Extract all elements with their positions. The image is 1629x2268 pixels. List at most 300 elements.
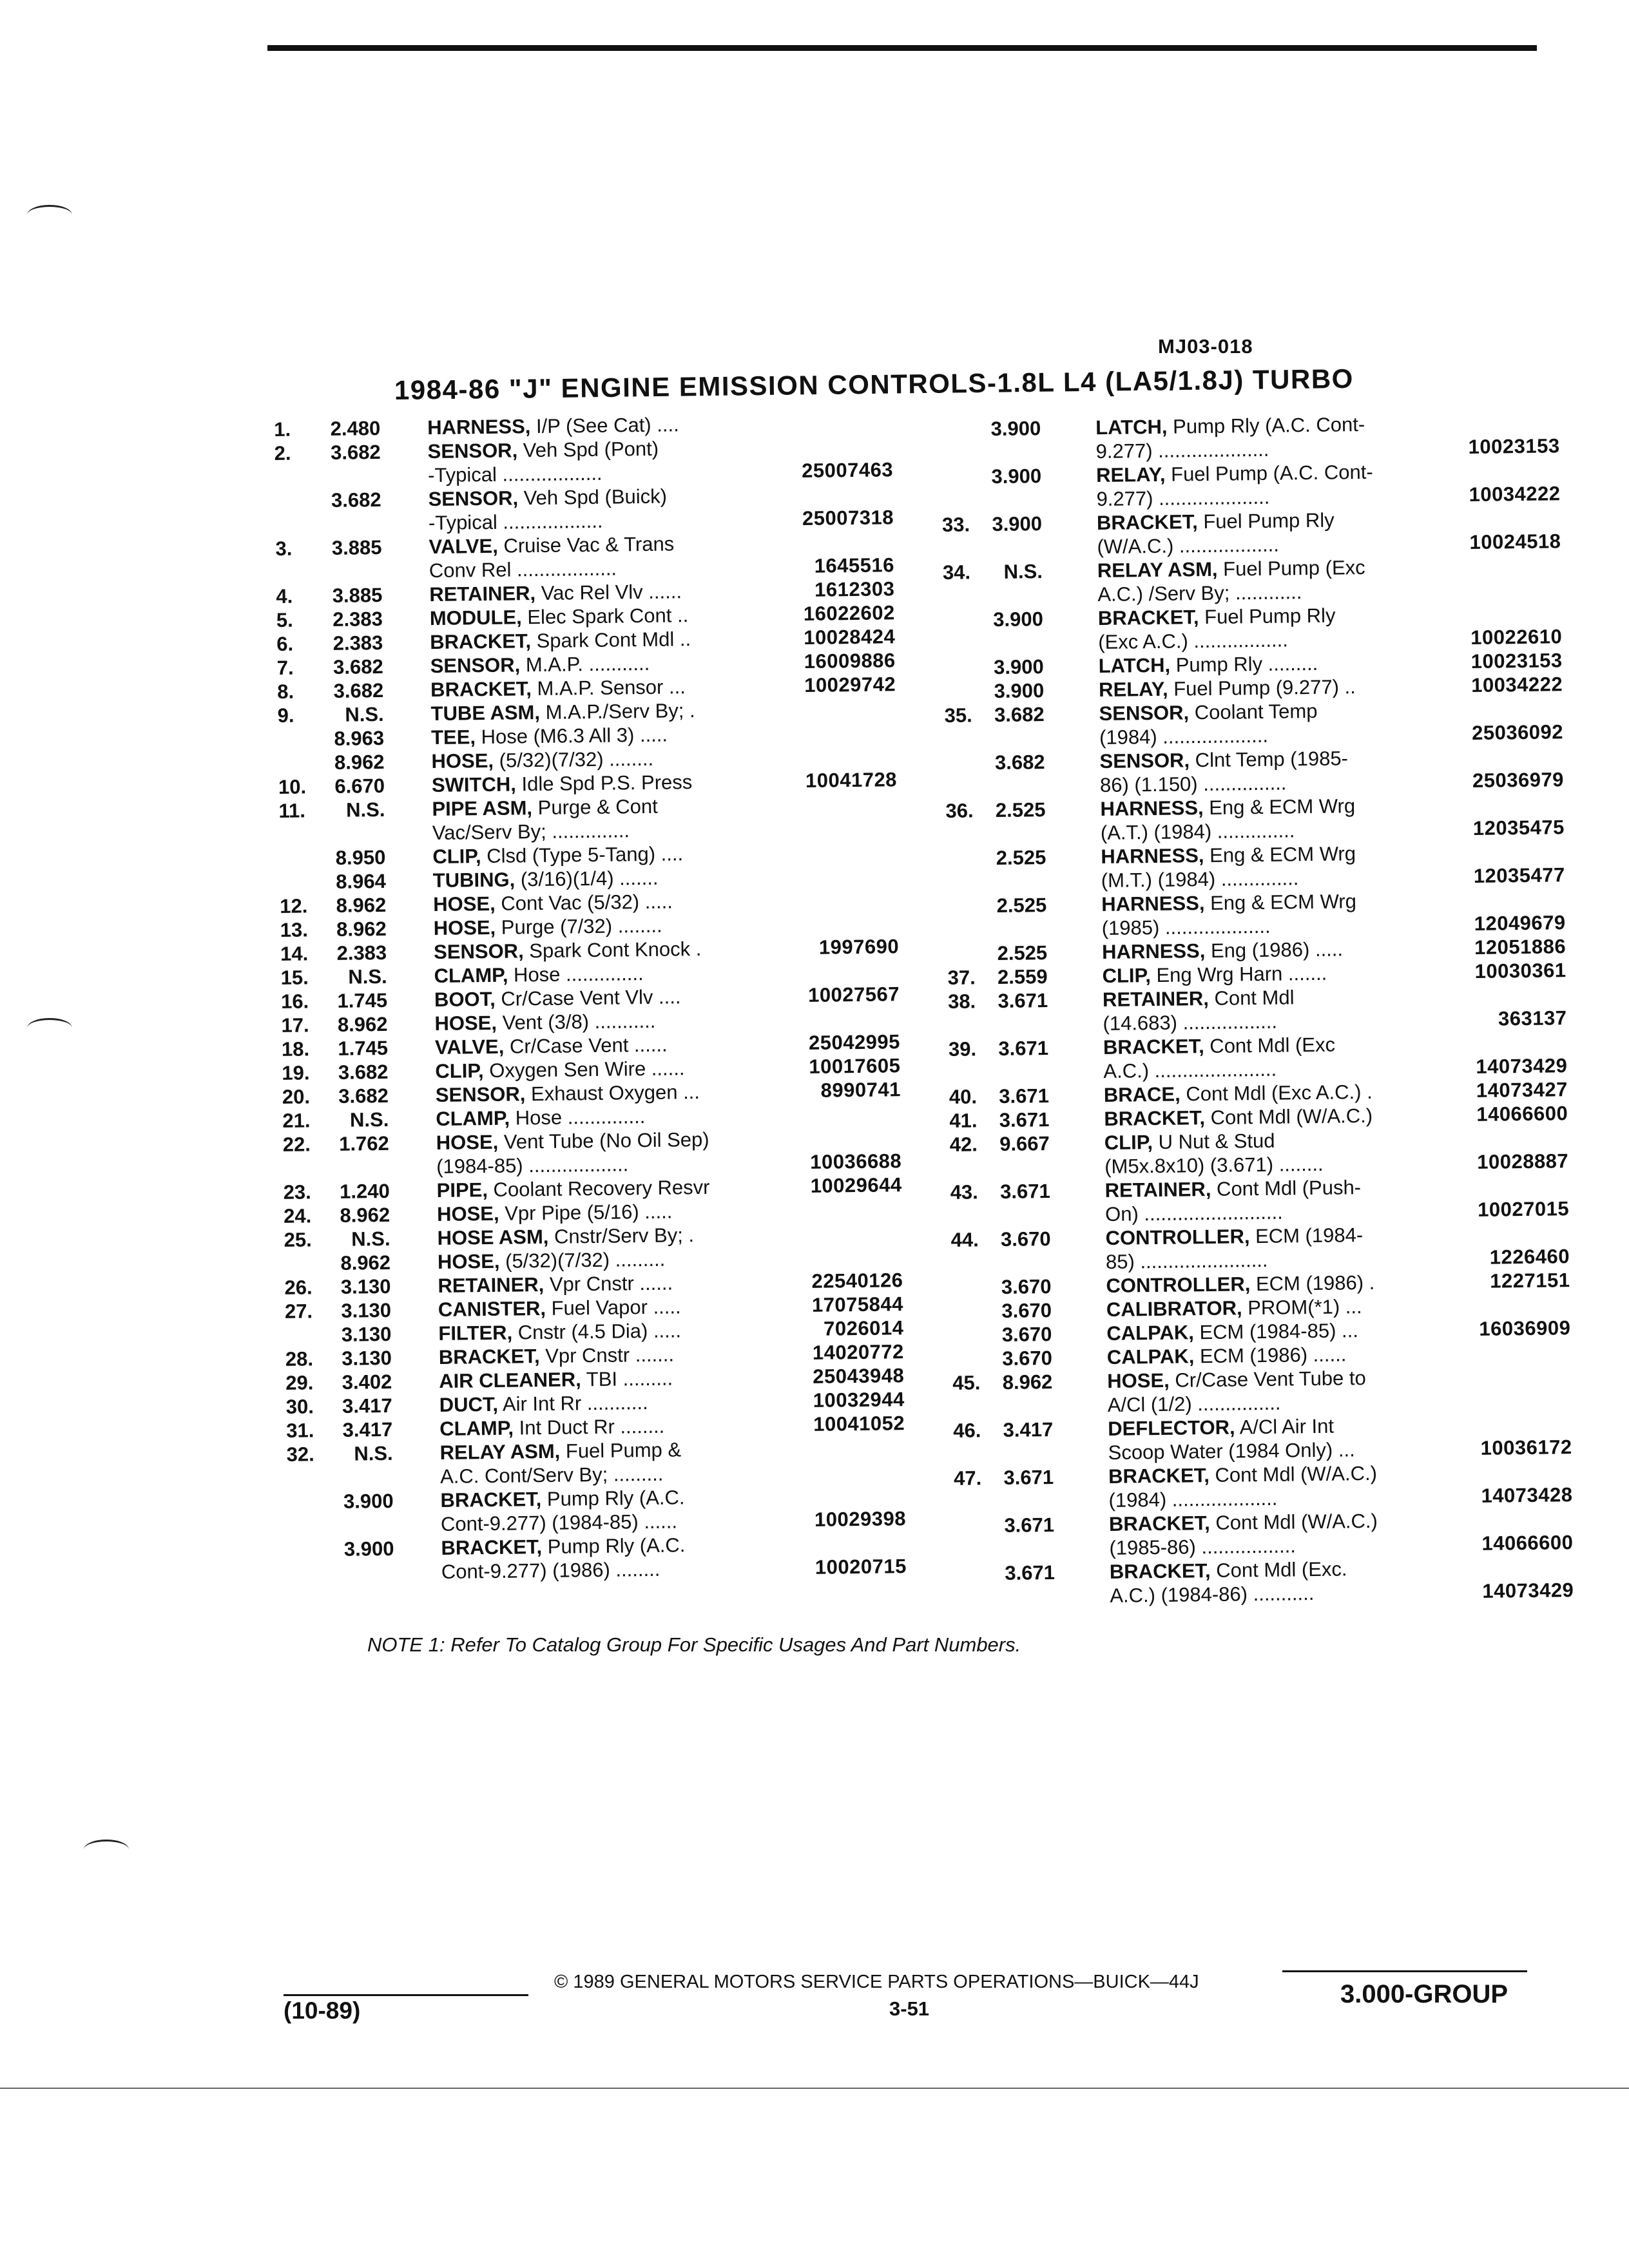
part-number: 10028887 [1477, 1149, 1569, 1173]
part-detail: A/Cl Air Int Scoop Water (1984 Only) ... [1108, 1414, 1355, 1464]
part-name: BRACKET, [1103, 1035, 1204, 1059]
item-number: 32. [286, 1443, 314, 1466]
part-detail: (5/32)(7/32) ......... [505, 1247, 666, 1273]
parts-row [949, 1030, 1568, 1085]
part-number: 16036909 [1479, 1316, 1571, 1340]
part-number: 12049679 [1474, 911, 1566, 935]
scan-mark [84, 1840, 129, 1860]
part-detail: Elec Spark Cont .. [527, 604, 689, 629]
part-name: TUBING, [432, 868, 516, 892]
part-detail: I/P (See Cat) .... [535, 413, 679, 438]
part-description [1103, 983, 1490, 1035]
part-name: BRACKET, [438, 1345, 540, 1369]
part-description [1104, 1174, 1492, 1226]
part-detail: Eng & ECM Wrg (1985) ................... [1101, 890, 1357, 940]
reference-number: 8.964 [336, 869, 387, 893]
part-name: HOSE, [433, 892, 496, 916]
reference-number: 3.900 [991, 465, 1042, 488]
item-number: 18. [281, 1037, 310, 1061]
reference-number: 1.745 [338, 1036, 389, 1060]
part-detail: Purge & Cont Vac/Serv By; .............. [432, 794, 658, 845]
part-detail: Cont Mdl (14.683) ................. [1103, 986, 1295, 1035]
part-number: 10030361 [1474, 959, 1566, 983]
part-name: SENSOR, [1099, 749, 1190, 773]
item-number: 21. [282, 1109, 311, 1132]
part-detail: Fuel Pump (Exc A.C.) /Serv By; ............ [1097, 555, 1365, 606]
part-detail: ECM (1986) ...... [1199, 1343, 1347, 1368]
reference-number: 3.682 [338, 1084, 389, 1108]
item-number: 12. [280, 894, 308, 918]
part-name: SENSOR, [435, 1082, 526, 1107]
part-number: 16009886 [804, 649, 896, 673]
part-number: 10029398 [814, 1507, 907, 1531]
reference-number: 3.671 [998, 1037, 1049, 1060]
item-number: 6. [276, 632, 294, 655]
part-number: 7026014 [823, 1316, 904, 1340]
reference-number: 3.885 [332, 583, 383, 607]
reference-number: 3.900 [993, 608, 1044, 631]
parts-row [945, 744, 1564, 799]
reference-number: 3.670 [1001, 1299, 1052, 1322]
item-number: 39. [948, 1037, 977, 1061]
part-number: 1612303 [814, 577, 895, 601]
item-number: 4. [276, 584, 293, 608]
reference-number: 3.682 [333, 655, 383, 678]
part-number: 22540126 [811, 1269, 903, 1293]
part-number: 25043948 [813, 1364, 905, 1388]
item-number: 44. [950, 1228, 979, 1251]
parts-row [275, 529, 894, 584]
parts-row [945, 791, 1565, 847]
reference-number: 3.671 [1003, 1465, 1054, 1489]
part-name: BRACKET, [430, 629, 532, 654]
part-number: 1997690 [818, 935, 900, 959]
part-detail: Int Duct Rr ........ [519, 1414, 665, 1439]
reference-number: 2.525 [996, 894, 1047, 917]
part-detail: Hose .............. [513, 962, 644, 986]
item-number: 7. [276, 656, 294, 679]
reference-number: 3.417 [1003, 1418, 1054, 1441]
part-name: CALPAK, [1106, 1345, 1195, 1369]
part-detail: Cruise Vac & Trans Conv Rel .................. [429, 532, 675, 582]
part-detail: Vent (3/8) ........... [502, 1009, 656, 1034]
parts-row [955, 1554, 1574, 1610]
part-detail: Coolant Recovery Resvr [493, 1175, 710, 1201]
item-number: 15. [280, 966, 309, 989]
part-name: CLIP, [1104, 1131, 1153, 1154]
item-number: 11. [278, 799, 306, 822]
item-number: 22. [282, 1133, 311, 1156]
reference-number: 3.671 [999, 1084, 1050, 1108]
reference-number: 3.682 [333, 678, 384, 702]
reference-number: 3.671 [1005, 1561, 1055, 1584]
parts-row [953, 1411, 1572, 1466]
part-name: HOSE, [434, 1011, 497, 1035]
part-detail: Purge (7/32) ........ [501, 914, 662, 939]
part-detail: Cr/Case Vent Vlv .... [501, 985, 681, 1010]
part-detail: Cont Mdl (W/A.C.) (1985-86) ................. [1109, 1509, 1378, 1559]
part-name: RETAINER, [438, 1273, 545, 1297]
part-name: SENSOR, [427, 439, 518, 463]
item-number: 19. [282, 1061, 310, 1084]
item-number: 43. [950, 1180, 979, 1204]
item-number: 47. [953, 1466, 982, 1490]
part-detail: Eng & ECM Wrg (A.T.) (1984) .............. [1100, 794, 1356, 845]
reference-number: 2.383 [333, 607, 383, 631]
part-name: LATCH, [1095, 415, 1168, 439]
item-number: 37. [947, 966, 976, 989]
top-rule [267, 45, 1537, 51]
part-detail: Eng (1986) ..... [1210, 937, 1344, 962]
parts-row [950, 1173, 1569, 1228]
part-detail: ECM (1984- 85) ....................... [1105, 1224, 1364, 1273]
item-number: 14. [280, 942, 309, 965]
reference-number: 8.962 [334, 750, 385, 774]
part-detail: Hose .............. [515, 1105, 646, 1129]
footer-copyright: © 1989 GENERAL MOTORS SERVICE PARTS OPERATIONS—BUICK—44J [554, 1972, 1199, 1992]
part-detail: Eng Wrg Harn ....... [1156, 961, 1327, 986]
part-name: BRACKET, [1109, 1559, 1211, 1583]
reference-number: 3.670 [1001, 1323, 1052, 1346]
reference-number: 3.670 [1000, 1227, 1051, 1251]
part-number: 10032944 [813, 1388, 905, 1412]
part-detail: Cnstr/Serv By; . [554, 1224, 695, 1248]
part-description [436, 1126, 817, 1178]
part-number: 10041052 [813, 1412, 905, 1436]
part-detail: Vpr Pipe (5/16) ..... [504, 1200, 673, 1225]
part-name: TUBE ASM, [430, 700, 541, 726]
item-number: 31. [285, 1419, 314, 1442]
part-number: 10023153 [1470, 649, 1563, 673]
reference-number: N.S. [345, 702, 384, 726]
part-detail: Air Int Rr ........... [502, 1391, 648, 1416]
part-number: 10023153 [1468, 434, 1560, 459]
item-number: 29. [285, 1371, 314, 1394]
reference-number: 3.130 [341, 1322, 392, 1346]
part-name: CLAMP, [439, 1416, 514, 1440]
reference-number: 3.130 [341, 1298, 392, 1322]
item-number: 38. [947, 990, 976, 1013]
item-number: 16. [280, 990, 309, 1013]
part-description [440, 1484, 821, 1536]
item-number: 2. [274, 441, 291, 465]
reference-number: 8.962 [340, 1203, 390, 1227]
part-name: RELAY ASM, [439, 1439, 561, 1464]
item-number: 1. [274, 418, 291, 441]
part-name: SENSOR, [433, 939, 524, 964]
part-detail: Idle Spd P.S. Press [521, 771, 693, 796]
part-detail: Fuel Pump & A.C. Cont/Serv By; ......... [439, 1438, 682, 1488]
reference-number: N.S. [348, 965, 387, 988]
part-number: 14073429 [1476, 1054, 1568, 1078]
reference-number: 1.745 [337, 988, 388, 1012]
part-detail: Cont Mdl (Exc A.C.) . [1186, 1080, 1373, 1106]
item-number: 27. [284, 1300, 313, 1323]
part-name: VALVE, [434, 1035, 505, 1059]
part-detail: PROM(*1) ... [1248, 1295, 1362, 1320]
reference-number: 3.900 [343, 1537, 394, 1561]
part-detail: Fuel Vapor ..... [551, 1295, 681, 1320]
part-detail: Cr/Case Vent Tube to A/Cl (1/2) ............... [1107, 1367, 1366, 1416]
reference-number: 3.670 [1002, 1346, 1053, 1370]
part-description [1097, 554, 1485, 606]
reference-number: 8.962 [340, 1251, 391, 1274]
reference-number: 3.682 [338, 1060, 389, 1084]
part-name: CLIP, [1102, 964, 1152, 988]
part-name: CONTROLLER, [1106, 1273, 1251, 1297]
item-number: 8. [276, 680, 294, 703]
part-detail: Pump Rly (A.C. Cont- 9.277) .................... [1095, 412, 1365, 463]
part-number: 10041728 [805, 768, 898, 792]
part-number: 14066600 [1481, 1531, 1574, 1555]
part-number: 25036979 [1472, 768, 1565, 792]
part-number: 10022610 [1470, 625, 1563, 649]
part-detail: Pump Rly ......... [1175, 651, 1318, 677]
parts-row [948, 982, 1567, 1037]
part-detail: Cont Mdl (Push- On) ......................... [1104, 1176, 1362, 1225]
parts-row [952, 1363, 1572, 1419]
part-name: RELAY, [1095, 463, 1166, 487]
reference-number: N.S. [354, 1441, 393, 1465]
parts-row [954, 1459, 1573, 1514]
part-detail: Cont Mdl (W/A.C.) (1984) ................... [1108, 1461, 1378, 1512]
part-description [1098, 602, 1485, 654]
item-number: 40. [949, 1085, 978, 1108]
parts-row [275, 481, 894, 537]
reference-number: 8.963 [334, 726, 385, 750]
item-number: 24. [283, 1204, 312, 1227]
reference-number: 3.130 [340, 1274, 391, 1298]
scan-edge-line [0, 2088, 1629, 2089]
part-number: 16022602 [803, 601, 895, 625]
part-detail: Pump Rly (A.C. Cont-9.277) (1986) ........ [441, 1533, 686, 1583]
part-name: HOSE, [433, 916, 496, 940]
item-number: 33. [941, 513, 970, 536]
part-name: CALPAK, [1106, 1321, 1195, 1345]
part-name: HOSE, [436, 1202, 499, 1225]
part-detail: Exhaust Oxygen ... [530, 1081, 700, 1106]
part-number: 25007318 [802, 506, 894, 530]
reference-number: 3.670 [1001, 1275, 1052, 1298]
part-name: CONTROLLER, [1105, 1225, 1250, 1249]
part-number: 10034222 [1469, 482, 1561, 506]
part-name: BOOT, [434, 987, 496, 1012]
part-description [1109, 1508, 1496, 1560]
part-number: 10029644 [810, 1173, 902, 1197]
part-number: 1226460 [1489, 1245, 1570, 1269]
part-number: 14066600 [1476, 1102, 1568, 1126]
reference-number: 3.671 [999, 1180, 1050, 1203]
part-detail: Clsd (Type 5-Tang) .... [486, 842, 684, 868]
part-name: BRACKET, [430, 677, 532, 702]
part-detail: Cont Mdl (W/A.C.) [1210, 1104, 1373, 1129]
part-name: HOSE, [436, 1130, 499, 1155]
document-code: MJ03-018 [1158, 335, 1253, 358]
parts-row [287, 1483, 906, 1538]
part-name: LATCH, [1098, 653, 1171, 678]
part-detail: TBI ......... [586, 1367, 673, 1391]
part-description [1096, 459, 1483, 511]
part-detail: Spark Cont Mdl .. [536, 628, 691, 653]
part-detail: Cr/Case Vent ...... [509, 1033, 668, 1058]
part-number: 10036688 [810, 1149, 902, 1173]
parts-row [274, 434, 893, 489]
part-name: HOSE, [1107, 1369, 1170, 1392]
parts-list-right [941, 410, 1574, 1610]
part-number: 1227151 [1490, 1269, 1570, 1293]
item-number: 10. [278, 775, 307, 798]
part-number: 14020772 [812, 1340, 904, 1364]
reference-number: 8.962 [337, 1012, 388, 1036]
reference-number: 2.525 [996, 846, 1046, 870]
part-detail: Hose (M6.3 All 3) ..... [481, 723, 668, 749]
part-name: HARNESS, [427, 415, 531, 439]
parts-row [943, 601, 1563, 656]
parts-row [283, 1125, 902, 1180]
reference-number: 9.667 [999, 1132, 1050, 1155]
part-detail: U Nut & Stud (M5x.8x10) (3.671) ........ [1104, 1129, 1324, 1178]
part-name: CALIBRATOR, [1106, 1296, 1242, 1321]
part-name: BRACKET, [1097, 606, 1199, 630]
part-detail: M.A.P./Serv By; . [545, 699, 695, 724]
part-name: HOSE ASM, [437, 1225, 549, 1249]
reference-number: 3.682 [994, 703, 1045, 727]
part-name: CLAMP, [436, 1106, 510, 1131]
reference-number: 3.682 [994, 751, 1045, 774]
item-number: 26. [284, 1276, 313, 1299]
part-description [439, 1436, 820, 1488]
part-name: SWITCH, [431, 773, 517, 797]
part-name: BRACKET, [1104, 1106, 1206, 1130]
part-detail: Pump Rly (A.C. Cont-9.277) (1984-85) ...... [440, 1486, 685, 1535]
part-name: BRACKET, [440, 1488, 542, 1512]
parts-row [278, 791, 898, 847]
part-number: 10036172 [1480, 1436, 1572, 1459]
item-number: 41. [949, 1109, 978, 1132]
part-detail: Spark Cont Knock . [529, 937, 702, 963]
parts-row [950, 1220, 1570, 1276]
part-name: RELAY, [1098, 677, 1168, 702]
part-description [1103, 1031, 1490, 1083]
part-detail: M.A.P. Sensor ... [537, 675, 686, 700]
reference-number: 3.900 [993, 655, 1044, 679]
reference-number: 3.900 [992, 512, 1043, 536]
item-number: 28. [285, 1347, 314, 1370]
reference-number: 3.682 [331, 488, 381, 512]
part-name: DEFLECTOR, [1107, 1416, 1235, 1440]
part-number: 25042995 [808, 1030, 901, 1054]
part-detail: Coolant Temp (1984) ................... [1099, 699, 1318, 749]
item-number: 25. [284, 1228, 312, 1251]
part-name: BRACE, [1103, 1082, 1181, 1106]
footer-group: 3.000-GROUP [1340, 1980, 1509, 2008]
part-name: BRACKET, [1108, 1512, 1210, 1535]
item-number: 17. [281, 1014, 309, 1037]
item-number: 13. [280, 918, 309, 941]
part-name: CLAMP, [434, 963, 508, 988]
part-detail: Veh Spd (Buick) -Typical .................. [428, 485, 668, 535]
parts-row [941, 457, 1561, 513]
part-name: CLIP, [435, 1059, 484, 1083]
part-detail: (5/32)(7/32) ........ [499, 747, 654, 772]
part-description [1101, 840, 1488, 892]
item-number: 45. [952, 1371, 981, 1394]
part-number: 14073429 [1482, 1579, 1574, 1602]
part-detail: Cont Mdl (Exc A.C.) ...................... [1103, 1033, 1336, 1082]
part-name: RETAINER, [429, 582, 536, 606]
part-detail: Cont Mdl (Exc. A.C.) (1984-86) ........... [1110, 1557, 1347, 1607]
item-number: 5. [276, 608, 293, 631]
part-detail: Clnt Temp (1985- 86) (1.150) ............... [1099, 747, 1349, 797]
part-number: 10028424 [804, 625, 896, 649]
reference-number: N.S. [349, 1108, 389, 1131]
reference-number: 3.682 [330, 440, 381, 464]
part-description [1097, 506, 1484, 559]
reference-number: 8.962 [336, 893, 387, 917]
part-number: 10034222 [1470, 673, 1563, 697]
part-name: HARNESS, [1100, 796, 1204, 821]
part-detail: Vent Tube (No Oil Sep) (1984-85) .................. [436, 1128, 709, 1178]
part-description [429, 530, 809, 582]
part-number: 10029742 [804, 673, 896, 697]
reference-number: 1.762 [338, 1131, 389, 1155]
part-detail: Eng & ECM Wrg (M.T.) (1984) .............. [1101, 842, 1356, 892]
part-number: 17075844 [811, 1293, 904, 1316]
reference-number: 3.900 [994, 679, 1045, 703]
scan-mark [27, 205, 72, 225]
part-description [441, 1532, 822, 1584]
part-name: VALVE, [429, 534, 499, 559]
reference-number: 3.130 [342, 1346, 392, 1370]
parts-row [944, 696, 1563, 751]
item-number: 30. [285, 1395, 314, 1418]
item-number: 20. [282, 1085, 311, 1108]
part-detail: Fuel Pump Rly (Exc A.C.) ................. [1098, 604, 1336, 654]
parts-row [942, 505, 1561, 561]
item-number: 42. [949, 1133, 978, 1156]
part-name: AIR CLEANER, [439, 1368, 581, 1392]
item-number: 35. [944, 704, 972, 727]
part-name: HOSE, [437, 1249, 500, 1273]
part-detail: ECM (1986) . [1255, 1271, 1375, 1296]
reference-number: N.S. [345, 798, 385, 822]
part-number: 12035475 [1472, 816, 1565, 840]
reference-number: 3.885 [331, 535, 382, 559]
parts-row [941, 410, 1560, 465]
part-description [1105, 1222, 1492, 1274]
part-number: 25007463 [801, 458, 894, 482]
reference-number: 3.417 [342, 1394, 392, 1418]
part-detail: M.A.P. ........... [525, 651, 650, 677]
part-description [1104, 1126, 1492, 1178]
part-name: SENSOR, [430, 653, 521, 678]
part-name: SENSOR, [428, 486, 519, 511]
reference-number: 3.417 [342, 1418, 393, 1441]
scan-mark [27, 1018, 72, 1038]
reference-number: 2.383 [336, 941, 387, 965]
parts-row [947, 887, 1566, 942]
item-number: 46. [952, 1419, 981, 1442]
part-detail: Veh Spd (Pont) -Typical .................. [427, 437, 659, 487]
part-detail: Fuel Pump (9.277) .. [1173, 675, 1356, 700]
reference-number: 3.671 [999, 1108, 1050, 1131]
part-name: FILTER, [438, 1321, 513, 1345]
page-title: 1984-86 "J" ENGINE EMISSION CONTROLS-1.8L L4 (LA5/1.8J) TURBO [394, 363, 1354, 405]
parts-row [287, 1530, 907, 1586]
part-number: 14073428 [1481, 1483, 1573, 1507]
part-description [432, 793, 813, 845]
footnote: NOTE 1: Refer To Catalog Group For Specific Usages And Part Numbers. [367, 1633, 1021, 1656]
